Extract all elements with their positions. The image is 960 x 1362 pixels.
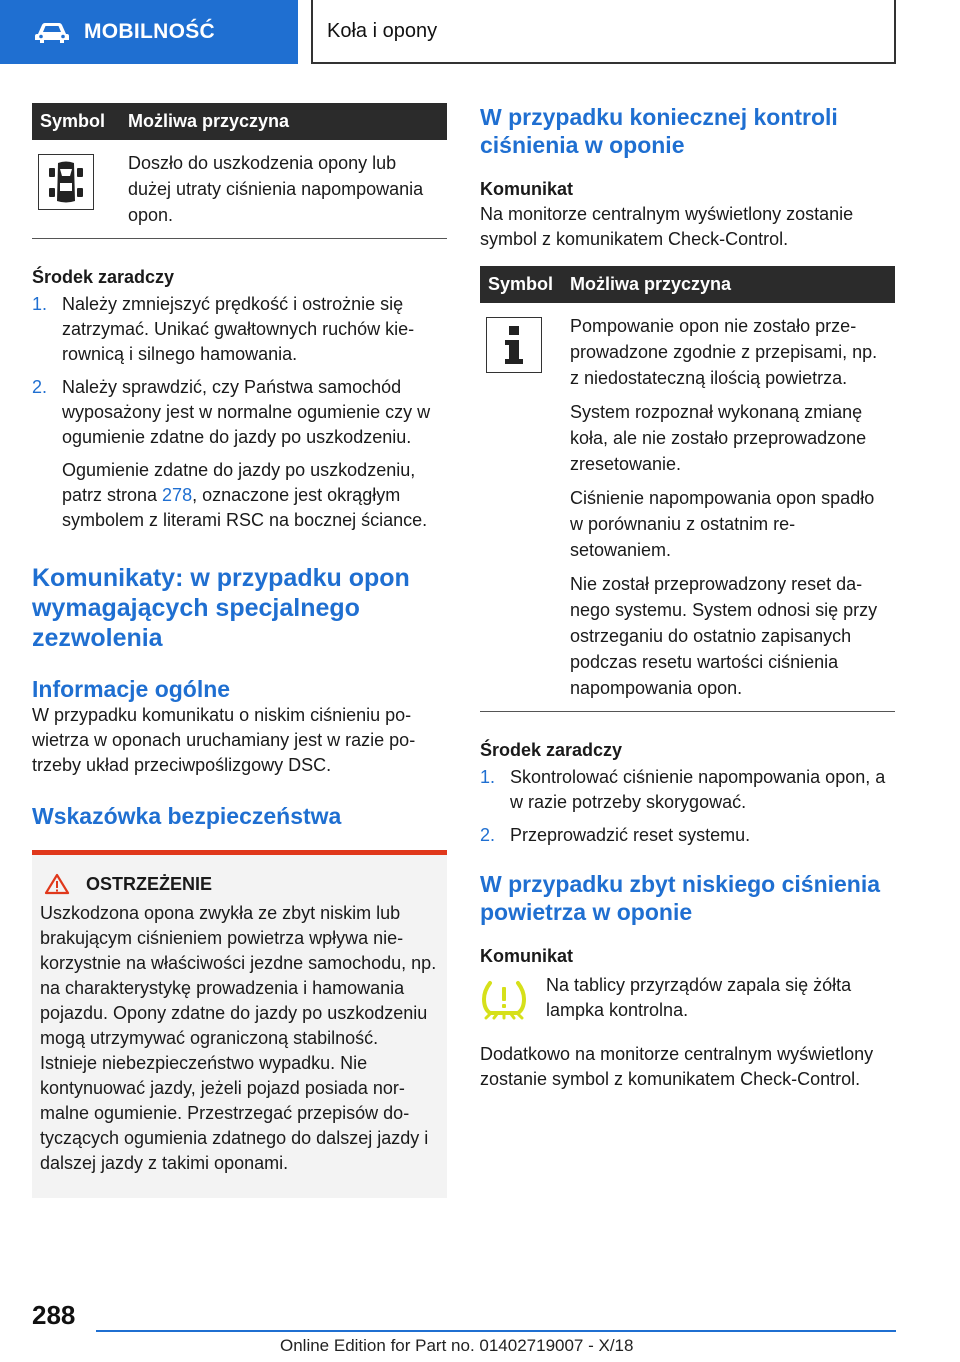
check-heading: W przypadku koniecznej kontroli ciśnienia w oponie (480, 104, 838, 158)
car-icon (34, 20, 70, 44)
page-number: 288 (32, 1300, 76, 1330)
right-column (480, 103, 895, 1092)
extra-text: Dodatkowo na monitorze centralnym wyświetlony zostanie symbol z komunikatem Check-Control. (480, 1044, 874, 1089)
table-header-symbol: Symbol (32, 103, 120, 140)
warning-triangle-icon (44, 873, 70, 895)
symbol-table-flat (32, 103, 447, 239)
list-item: 2. Należy sprawdzić, czy Państwa samochód wyposażony jest w normalne ogumienie czy w ogumienie zdatne do jazdy po uszkodzeniu. (32, 377, 431, 447)
list-item: 1. Należy zmniejszyć prędkość i ostrożnie się zatrzymać. Unikać gwałtownych ruchów kierownicą i silnego hamowania. (32, 294, 415, 364)
general-info-text: W przypadku komunikatu o niskim ciśnieniu powietrza w oponach uruchamiany jest w razie potrzeby układ przeciwpoślizgowy DSC. (32, 705, 416, 775)
safety-heading: Wskazówka bezpieczeństwa (32, 803, 342, 829)
message-label: Komunikat (480, 179, 574, 199)
remedy-steps (480, 765, 895, 848)
tire-pressure-lamp-icon (480, 979, 528, 1021)
list-item: 1. Skontrolować ciśnienie napompowania opon, a w razie potrzeby skorygować. (480, 767, 886, 812)
section-tab[interactable] (0, 0, 298, 64)
table-row (32, 140, 447, 239)
list-item: 2. Przeprowadzić reset systemu. (480, 825, 751, 845)
info-icon (486, 317, 542, 373)
remedy-heading: Środek zaradczy (32, 267, 175, 287)
page-link[interactable]: 278 (162, 485, 193, 505)
table-cell-cause: Pompowanie opon nie zostało przeprowadzone zgodnie z przepisami, np. z niedostateczną ilością powietrza. System rozpoznał wykonaną zmianę koła, ale nie zostało przeprowadzone zresetowanie. Ciśnienie napompowania opon spadło w porównaniu z ostatnim resetowaniem. Nie został przeprowadzony reset danego systemu. System odnosi się przy ostrzeganiu do ostatnio zapisanych podczas resetu wartości ciśnienia napompowania opon. (562, 303, 895, 712)
flat-tire-warning-icon (38, 154, 94, 210)
low-pressure-heading: W przypadku zbyt niskiego ciśnienia powietrza w oponie (480, 871, 881, 925)
warning-text: Uszkodzona opona zwykła ze zbyt niskim lub brakującym ciśnieniem powietrza wpływa niekorzystnie na właściwości jezdne samochodu, np. na charakterystykę prowadzenia i hamowania pojazdu. Opony zdatne do jazdy po uszkodzeniu mogą utrzymywać ograniczoną stabilność. Istnieje niebezpieczeństwo wypadku. Nie kontynuować jazdy, jeżeli pojazd posiada normalne ogumienie. Przestrzegać przepisów dotyczących ogumienia zdatnego do dalszej jazdy i dalszej jazdy z takimi oponami. (40, 903, 437, 1173)
table-header-cause: Możliwa przyczyna (120, 103, 447, 140)
footer-divider (96, 1330, 896, 1332)
symbol-table-info (480, 266, 895, 712)
lamp-text: Na tablicy przyrządów zapala się żółta lampka kontrolna. (546, 975, 852, 1020)
left-column (32, 103, 447, 1198)
warning-box (32, 850, 447, 1198)
rsc-note: Ogumienie zdatne do jazdy po uszkodzeniu, patrz strona 278, oznaczone jest okrągłym symbolem z literami RSC na bocznej ściance. (62, 460, 428, 530)
message-text: Na monitorze centralnym wyświetlony zostanie symbol z komunikatem Check-Control. (480, 204, 854, 249)
table-row (480, 303, 895, 712)
general-info-heading: Informacje ogólne (32, 676, 231, 702)
warning-title: OSTRZEŻENIE (86, 873, 213, 894)
table-header-cause: Możliwa przyczyna (562, 266, 895, 303)
remedy-heading: Środek zaradczy (480, 740, 623, 760)
message-label: Komunikat (480, 946, 574, 966)
table-header-symbol: Symbol (480, 266, 562, 303)
section-label: MOBILNOŚĆ (84, 20, 216, 43)
edition-text: Online Edition for Part no. 01402719007 - X/18 (280, 1336, 634, 1355)
section-heading: Komunikaty: w przypadku opon wymagających specjalnego zezwolenia (32, 564, 410, 652)
remedy-steps (32, 292, 447, 450)
table-cell-cause: Doszło do uszkodzenia opony lub dużej utraty ciśnienia napompowania opon. (120, 140, 447, 239)
chapter-title: Koła i opony (311, 0, 896, 64)
